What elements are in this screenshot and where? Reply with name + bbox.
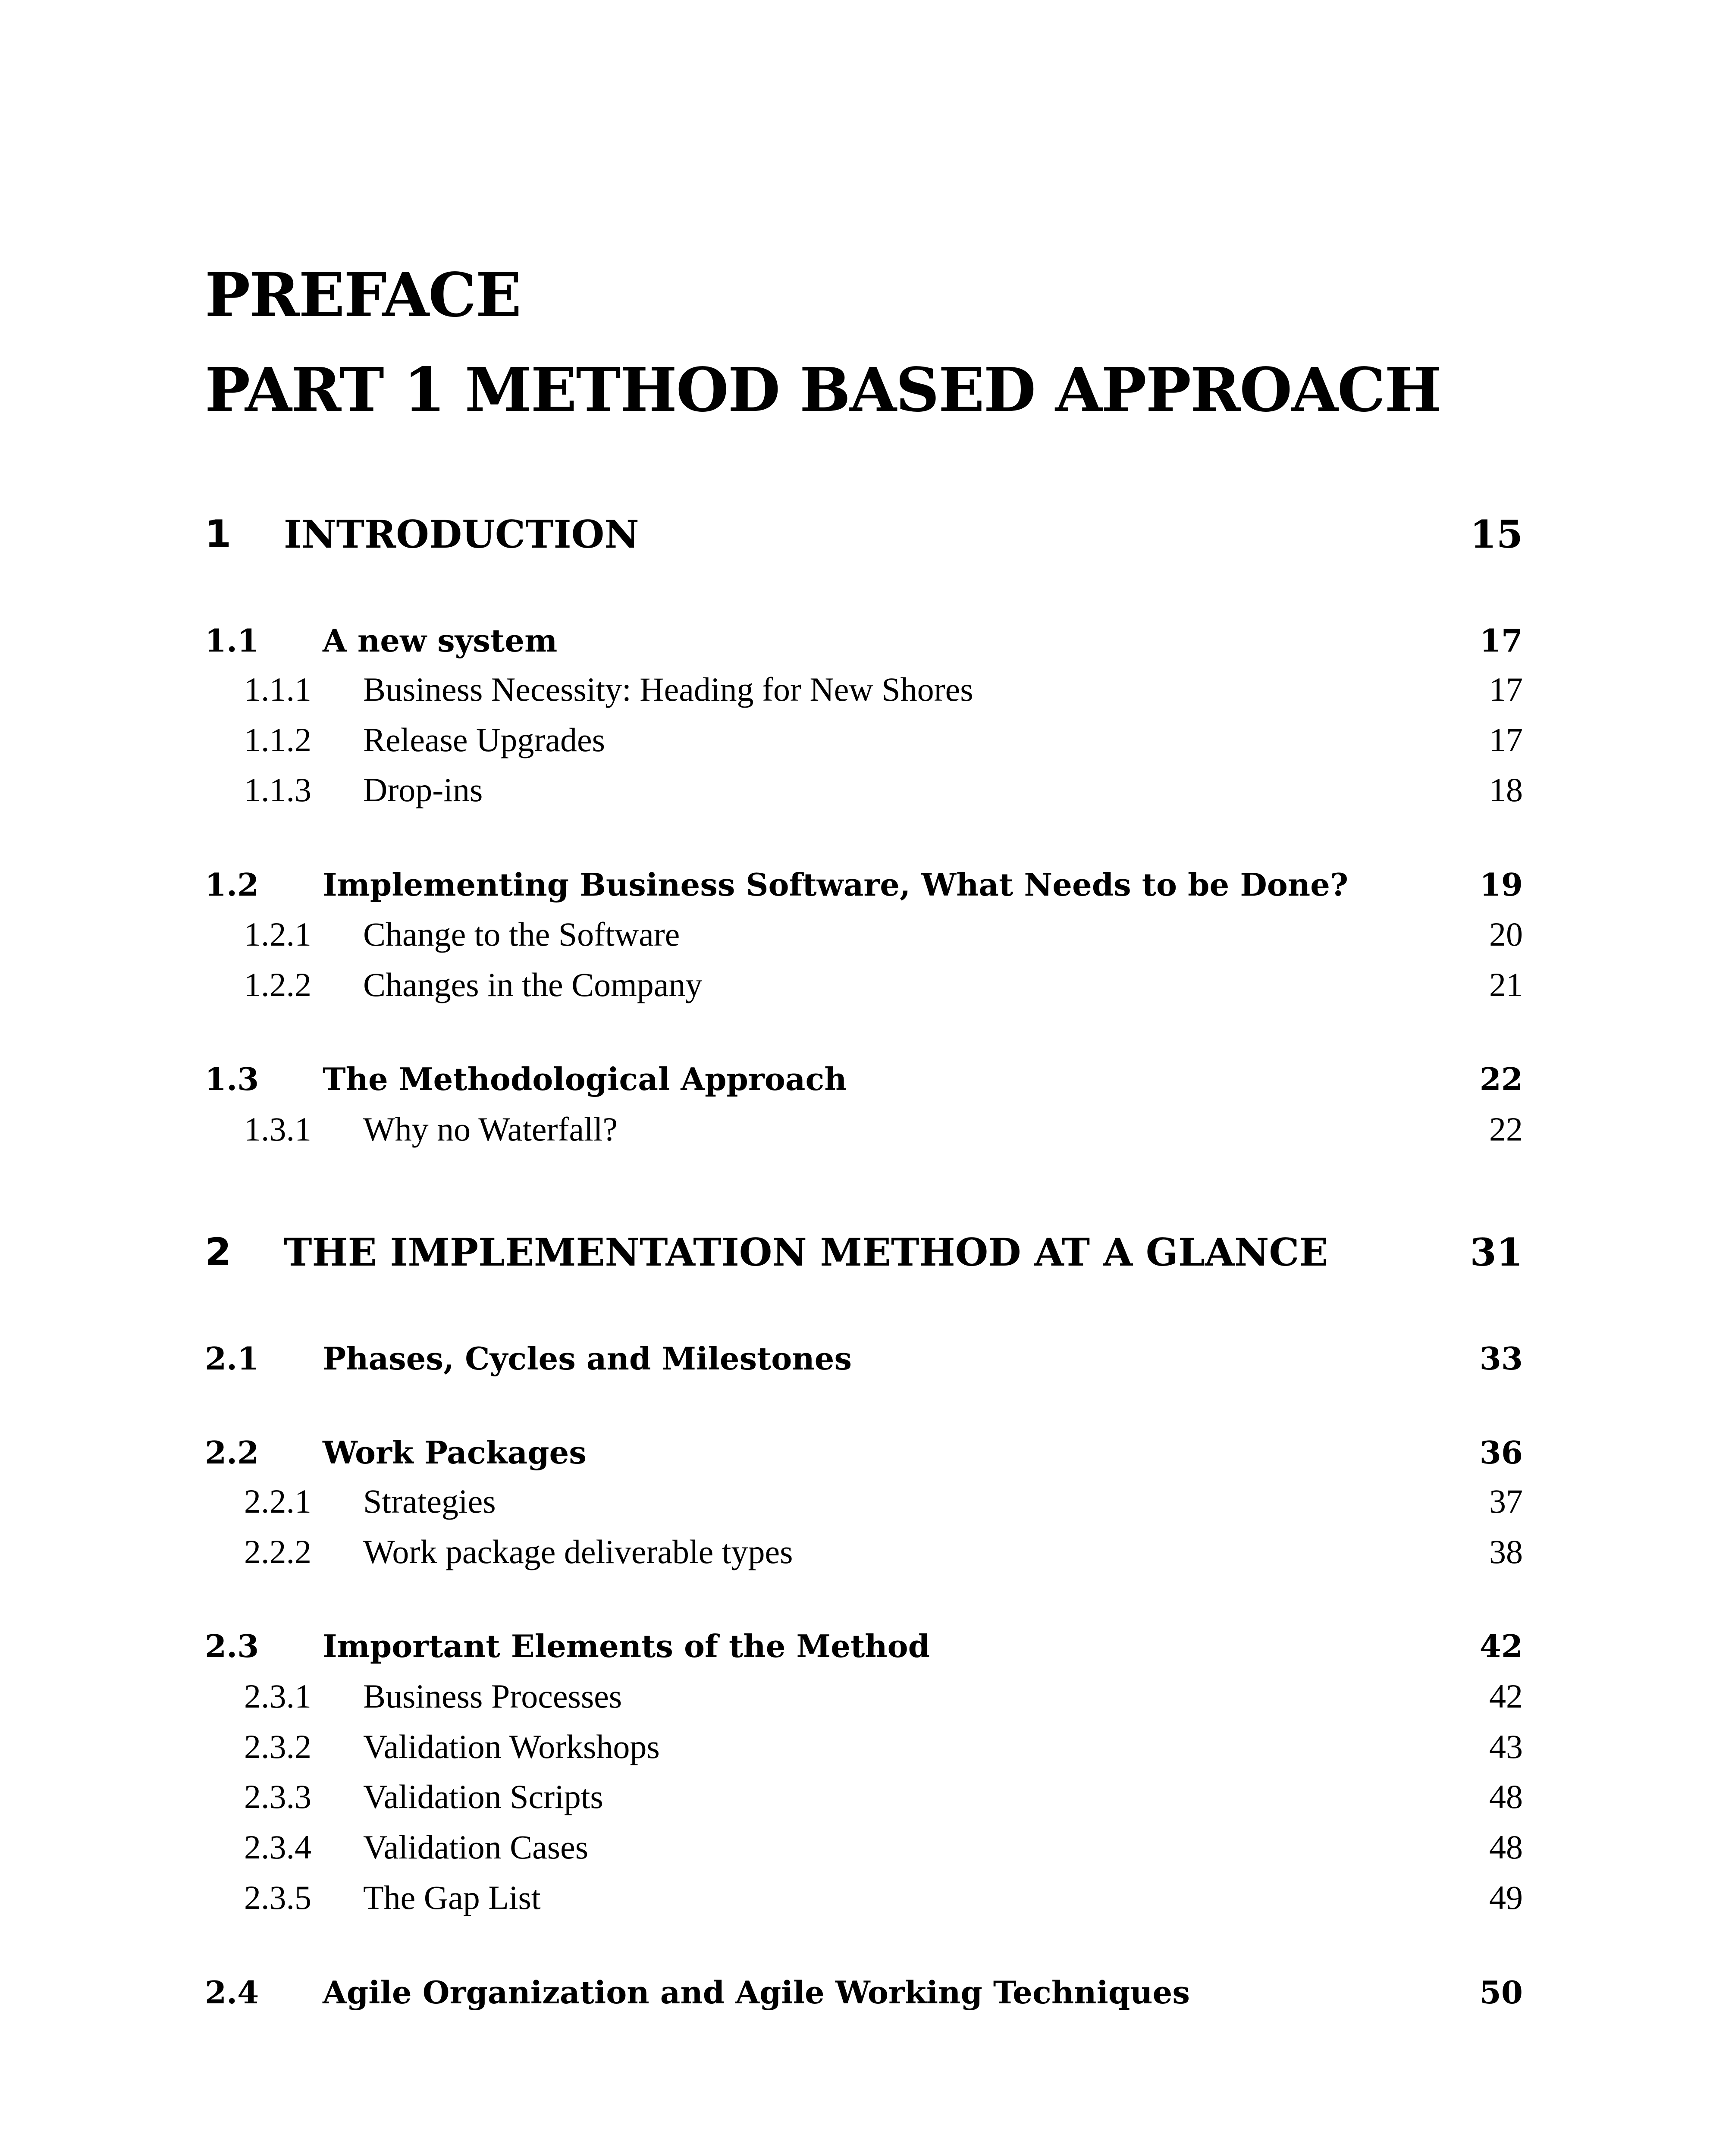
toc-title: Phases, Cycles and Milestones (323, 1340, 852, 1377)
toc-title: Why no Waterfall? (363, 1110, 618, 1148)
toc-number: 2.3.4 (244, 1828, 311, 1866)
toc-page-number: 22 (1489, 1110, 1523, 1148)
toc-title: Important Elements of the Method (323, 1628, 930, 1664)
toc-title: Drop-ins (363, 771, 483, 808)
toc-page-number: 42 (1489, 1677, 1523, 1715)
toc-number: 1.1.3 (244, 771, 311, 808)
toc-number: 1.3 (205, 1061, 259, 1097)
toc-title: The Gap List (363, 1879, 541, 1916)
toc-page-number: 19 (1479, 866, 1523, 903)
toc-page-number: 21 (1489, 966, 1523, 1003)
toc-page-number: 17 (1489, 721, 1523, 758)
toc-title: Agile Organization and Agile Working Techniques (323, 1974, 1190, 2011)
toc-number: 1.3.1 (244, 1110, 311, 1148)
toc-title: Business Necessity: Heading for New Shores (363, 671, 973, 708)
toc-title: Work package deliverable types (363, 1533, 793, 1570)
toc-number: 2.3.5 (244, 1879, 311, 1916)
toc-page-number: 48 (1489, 1778, 1523, 1815)
toc-page-number: 42 (1479, 1628, 1523, 1664)
toc-number: 1.2 (205, 866, 259, 903)
toc-number: 2.3.2 (244, 1728, 311, 1765)
toc-page-number: 20 (1489, 915, 1523, 953)
toc-page-number: 48 (1489, 1828, 1523, 1866)
toc-number: 1.2.1 (244, 915, 311, 953)
part-heading: PART 1 METHOD BASED APPROACH (205, 355, 1441, 426)
toc-number: 2.3.3 (244, 1778, 311, 1815)
toc-title: Business Processes (363, 1677, 622, 1715)
toc-number: 2.1 (205, 1340, 259, 1377)
toc-number: 1.1.1 (244, 671, 311, 708)
toc-page-number: 38 (1489, 1533, 1523, 1570)
toc-number: 1.1 (205, 622, 259, 659)
toc-page-number: 43 (1489, 1728, 1523, 1765)
toc-number: 1.2.2 (244, 966, 311, 1003)
toc-page-number: 50 (1479, 1974, 1523, 2011)
toc-number: 2.3.1 (244, 1677, 311, 1715)
toc-page-number: 37 (1489, 1482, 1523, 1520)
toc-title: Work Packages (323, 1434, 587, 1471)
toc-title: INTRODUCTION (284, 512, 639, 557)
toc-page-number: 15 (1470, 512, 1523, 557)
toc-title: A new system (323, 622, 558, 659)
toc-number: 1 (205, 512, 232, 556)
toc-page-number: 33 (1479, 1340, 1523, 1377)
toc-number: 2.2 (205, 1434, 259, 1471)
toc-number: 2.4 (205, 1974, 259, 2011)
toc-number: 1.1.2 (244, 721, 311, 758)
toc-page-number: 17 (1479, 622, 1523, 659)
toc-title: Strategies (363, 1482, 496, 1520)
toc-title: Change to the Software (363, 915, 680, 953)
preface-heading: PREFACE (205, 260, 521, 331)
toc-page-number: 18 (1489, 771, 1523, 808)
toc-title: Implementing Business Software, What Needs to be Done? (323, 866, 1349, 903)
toc-number: 2.2.2 (244, 1533, 311, 1570)
toc-title: Release Upgrades (363, 721, 605, 758)
toc-title: Validation Scripts (363, 1778, 603, 1815)
toc-number: 2.2.1 (244, 1482, 311, 1520)
toc-title: Validation Workshops (363, 1728, 660, 1765)
toc-title: THE IMPLEMENTATION METHOD AT A GLANCE (284, 1230, 1328, 1275)
toc-title: Changes in the Company (363, 966, 703, 1003)
toc-page-number: 36 (1479, 1434, 1523, 1471)
toc-page-number: 22 (1479, 1061, 1523, 1097)
toc-number: 2.3 (205, 1628, 259, 1664)
toc-title: The Methodological Approach (323, 1061, 847, 1097)
toc-title: Validation Cases (363, 1828, 589, 1866)
toc-page-number: 17 (1489, 671, 1523, 708)
toc-page-number: 31 (1470, 1230, 1523, 1275)
toc-page-number: 49 (1489, 1879, 1523, 1916)
toc-number: 2 (205, 1230, 232, 1274)
